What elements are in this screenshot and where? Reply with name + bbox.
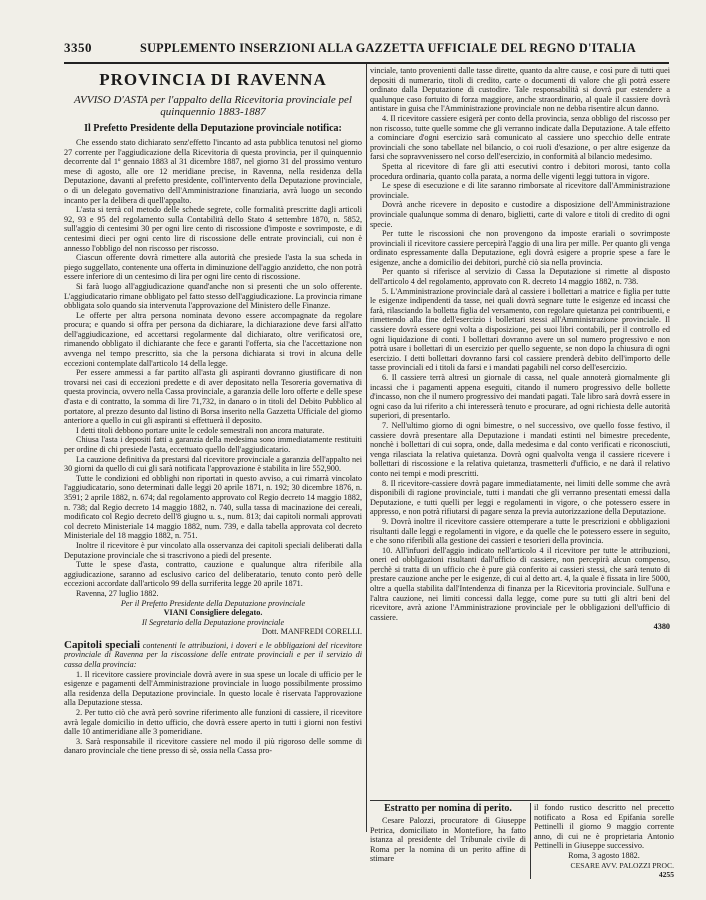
paragraph: Chiusa l'asta i depositi fatti a garanzia della medesima sono immediatamente restituiti per ordine di chi presiede l'asta, eccettuato quello dell'aggiudicatario. [64,435,362,454]
page-number: 3350 [64,40,92,55]
perito-text-cont: il fondo rustico descritto nel precetto notificato a Rosa ed Epifania sorelle Pettinelli il giorno 9 maggio corrente anno, di cui ne è proprietaria Antonio Pettinelli in Giuseppe successivo. [534,803,674,851]
paragraph: Per essere ammessi a far partito all'asta gli aspiranti dovranno giustificare di non trovarsi nei casi di eccezioni predette e di aver depositato nella Tesoreria governativa di questa provincia, ovvero nella Cassa provinciale, a garanzia delle loro offerte e delle spese d'asta e di contratto, la somma di lire 71,732, in danaro o in titoli del Debito Pubblico al portatore, al prezzo desunto dal listino di Borsa inserito nella Gazzetta Ufficiale del giorno anteriore a quello in cui gli aspiranti si effettuerà il deposito. [64,368,362,426]
paragraph: Inoltre il ricevitore è pur vincolato alla osservanza dei capitoli speciali deliberati dalla Deputazione provinciale che si trascrivono a piedi del presente. [64,540,362,560]
paragraph: Si farà luogo all'aggiudicazione quand'anche non si presenti che un solo offerente. L'aggiudicatario rimane obbligato pel fatto stesso dell'aggiudicazione. La provincia rimane obbligata solo quando sia intervenuta l'approvazione del Ministero delle Finanze. [64,281,362,311]
paragraph: Tutte le spese d'asta, contratto, cauzione e qualunque altra riferibile alla aggiudicazione, saranno ad esclusivo carico del deliberatario, tenuto conto però delle eccezioni accordate dall'articolo 99 della surriferita legge 20 aprile 1871. [64,560,362,589]
insertion-number: 4380 [653,622,670,632]
paragraph: Le spese di esecuzione e di lite saranno rimborsate al ricevitore dall'Amministrazione provinciale. [370,181,670,200]
signature-name: VIANI Consigliere delegato. [163,608,263,618]
perito-notice [370,800,674,879]
paragraph: Per quanto si riferisce al servizio di Cassa la Deputazione si rimette al disposto dell'articolo 4 del regolamento, approvato con R. decreto 14 maggio 1882, n. 738. [370,267,670,287]
signature-line: Il Segretario della Deputazione provinciale [141,617,285,627]
capitoli-intro: contenenti le attribuzioni, i doveri e le obbligazioni del ricevitore provinciale di Ravenna per la riscossione delle entrate provinciali e per il servizio di cassa della provincia: [64,640,362,670]
paragraph: 5. L'Amministrazione provinciale darà al cassiere i bollettari a matrice e figlia per tutte le esigenze indipendenti da tasse, nei quali dovrà segnare tutte le esigenze ed incassi che farà, rilasciando la bolletta figlia del versamento, con regolare quietanza pei contribuenti, e rimettendo alla fine dell'esercizio i bollettari stessi all'Amministrazione provinciale. Il cassiere dovrà essere ogni volta a disposizione, pei suoi libri contabili, per il controllo ed ogni liquidazione di conti. I bollettari dovranno avere un sol numero progressivo e non potrà usare i bollettari di un esercizio per quello seguente, se non dopo la chiusura di ogni esercizio. I detti bollettari dovranno farsi col cassiere prenderà debito dell'importo delle tasse provinciali ed i titoli da farsi e i mandati pagabili nel corso dell'esercizio. [370,286,670,373]
perito-date: Roma, 3 agosto 1882. [568,850,640,860]
page-header [64,40,664,62]
paragraph: 8. Il ricevitore-cassiere dovrà pagare immediatamente, nei limiti delle somme che avrà disponibili di ragione provinciale, tutti i mandati che gli verranno presentati emessi dalla Deputazione, e tutti quelli per leggi e regolamenti in vigore, o che potessero essere in appresso, e non potrà rifiutarsi di pagare senza la previa autorizzazione della Deputazione. [370,478,670,517]
paragraph: 4. Il ricevitore cassiere esigerà per conto della provincia, senza obbligo del riscosso per non riscosso, tutte quelle somme che gli verranno indicate dalla Deputazione. A tale effetto a cominciare d'ogni esercizio sarà comunicato al cassiere uno specchio delle entrate provinciali che sono tabellate nel bilancio, o coi ruoli d'esazione, o per altre esigenze da farsi che sopravvenissero nel corso dell'esercizio, in conformità al bilancio medesimo. [370,113,670,162]
paragraph: Le offerte per altra persona nominata devono essere accompagnate da regolare procura; e quando si offra per persona da dichiarare, la dichiarazione deve farsi all'atto dell'aggiudicazione, ed accettarsi regolarmente dal dichiarato, oltre verificatosi ore, rimanendo obbligato il dichiarante che fece e garanti l'offerta, sia che l'accettazione non avvenga nel tempo prescritto, sia che la persona dichiarata si trovi in alcuna delle eccezioni contemplate dall'articolo 14 della legge. [64,310,362,368]
paragraph: 7. Nell'ultimo giorno di ogni bimestre, o nel successivo, ove quello fosse festivo, il cassiere dovrà presentare alla Deputazione i mandati estinti nel bimestre precedente, nonchè i bollettari di cui sopra, onde, dalla medesima e dal conto verificati e riconosciuti, venga rilasciata la relativa quietanza. Dovrà ogni qualvolta venga il cassiere ricevere i bollettari di riscossione e la relativa quietanza, trasmetterli d'ufficio, e ne darà il relativo conto nei tempi e modi prescritti. [370,420,670,478]
perito-notice-right [530,803,674,879]
paragraph: 6. Il cassiere terrà altresì un giornale di cassa, nel quale annoterà giornalmente gli incassi che i pagamenti appena eseguiti, citando il numero progressivo delle bollette d'incasso, non che il numero progressivo dei mandati pagati. Tale libro sarà dovrà essere in ogni caso da lui riferito a chi interesserà tenuto e procurare, ad ogni richiesta delle autorità superiori, di presentarlo. [370,373,670,421]
paragraph: Tutte le condizioni ed obblighi non riportati in questo avviso, a cui rimarrà vincolato l'aggiudicatario, sono determinati dalle leggi 20 aprile 1871, n. 192; 30 dicembre 1876, n. 3591; 2 aprile 1882, n. 674; dal regolamento approvato col Regio decreto 14 maggio 1882, n. 738; dal Regio decreto 14 maggio 1882, n. 740, sulla tassa di macinazione dei cereali, modificato col Regio decreto dell'8 giugno u. s., num. 813; dai capitoli normali approvati col decreto Ministeriale 14 maggio 1882, num. 739, e dalla tabella approvata col decreto Ministeriale del 18 maggio 1882, n. 751. [64,473,362,541]
perito-number: 4255 [658,869,674,879]
paragraph: 9. Dovrà inoltre il ricevitore cassiere ottemperare a tutte le prescrizioni e obbligazioni risultanti dalle leggi e regolamenti in vigore, e da quelle che le potessero essere in seguito, e che sono riferibili alla gestione dei cassieri e tesorieri della provincia. [370,516,670,546]
paragraph: vinciale, tanto provenienti dalle tasse dirette, quanto da altre cause, e così pure di tutti quei depositi di numerario, titoli di credito, carte o documenti di valore che gli potrà essere ordinato dalla Deputazione di custodire. Tale responsabilità si dovrà pur estendere a qualunque caso fortuito di forza maggiore, anche straordinario, al quale il cassiere dovrà antistare in guisa che l'Amministrazione provinciale non ne debba risentire alcun danno. [370,66,670,114]
notice-date: Ravenna, 27 luglio 1882. [76,588,159,598]
capitolo-item: 3. Sarà responsabile il ricevitore cassiere nel modo il più rigoroso delle somme di danaro provinciale che tiene presso di sè, ossia nella Cassa pro- [64,736,362,756]
right-column [370,66,670,786]
paragraph: Dovrà anche ricevere in deposito e custodire a disposizione dell'Amministrazione provinciale qualunque somma di denaro, biglietti, carte di valore e titoli di credito di ogni specie. [370,200,670,229]
perito-notice-left [370,803,526,864]
capitolo-item: 2. Per tutto ciò che avrà però sovrine riferimento alle funzioni di cassiere, il ricevitore avrà legale domicilio in detto ufficio, che dovrà essere aperto in tutti i giorni non festivi dalle 10 antimeridiane alle 3 pomeridiane. [64,708,362,737]
perito-signature: CESARE AVV. PALOZZI PROC. [570,860,674,870]
paragraph: 10. All'infuori dell'aggio indicato nell'articolo 4 il ricevitore per tutte le attribuzioni, oneri ed obbligazioni risultanti dall'ufficio di cassiere, non percepirà alcun compenso, perchè si tratta di un ufficio che è pure già conferito ai cassieri stessi, che sarà tenuto di prestare cauzione anche per le esigenze, di cui al detto art. 4, la quale è fissata in lire 5000, oltre a quella stabilita dall'Intendenza di finanza per la Ricevitoria provinciale. Sull'una e l'altra cauzione, nei limiti concessi dalla legge, come pure su tutti gli altri beni del ricevitore, avrà azione l'Amministrazione provinciale per le obbligazioni dell'ufficio di cassiere. [370,545,670,622]
notice-lead: Il Prefetto Presidente della Deputazione provinciale notifica: [84,123,342,134]
signature-line: Per il Prefetto Presidente della Deputazione provinciale [120,598,306,608]
signature-name: Dott. MANFREDI CORELLI. [261,627,362,637]
notice-heading: PROVINCIA DI RAVENNA [99,70,327,89]
paragraph: I detti titoli debbono portare unite le cedole semestrali non ancora maturate. [76,425,325,435]
capitoli-section [64,638,362,756]
notice-subheading: AVVISO D'ASTA per l'appalto della Ricevitoria provinciale pel quinquennio 1883-1887 [74,94,352,118]
perito-text: Cesare Palozzi, procuratore di Giuseppe Petrica, domiciliato in Montefiore, ha fatto istanza al presidente del Tribunale civile di Roma per la nomina di un perito affine di stimare [370,816,526,864]
paragraph: Per tutte le riscossioni che non provengono da imposte erariali o sovrimposte provinciali il ricevitore cassiere percepirà l'aggio di una lira per mille. Per quanto gli venga ordinato espressamente dalla Deputazione, egli dovrà esigere a proprie spese a fare le esigenze, anche a domicilio dei debitori, purchè ciò sia nella provincia. [370,229,670,267]
paragraph: Ciascun offerente dovrà rimettere alla autorità che presiede l'asta la sua scheda in piego suggellato, contenente una offerta in diminuzione dell'aggio anzidetto, che non potrà essere inferiore di un centesimo di lira per ogni lire cento di riscossione. [64,253,362,282]
paragraph: Spetta al ricevitore di fare gli atti esecutivi contro i debitori morosi, tanto colla procedura ordinaria, quanto colla parata, a norma delle vigenti leggi tuttora in vigore. [370,161,670,181]
capitoli-title: Capitoli speciali [64,638,141,651]
capitolo-item: 1. Il ricevitore cassiere provinciale dovrà avere in sua spese un locale di ufficio per le esigenze e pagamenti dell'Amministrazione provinciale in luogo possibilmente prossimo alla residenza della Deputazione provinciale. In questo locale è riservata l'approvazione alla Deputazione stessa. [64,669,362,708]
perito-title: Estratto per nomina di perito. [384,803,512,814]
paragraph: L'asta si terrà col metodo delle schede segrete, colle formalità prescritte dagli articoli 92, 93 e 95 del regolamento sulla Contabilità dello Stato 4 settembre 1870, n. 5852, sull'aggio di centesimi 30 per ogni lire cento di riscossione d'imposte e sovrimposte, e di centesimi dieci per ogni cento lire di riscossione delle entrate provinciali, cui non è annesso l'obbligo del non riscosso per riscosso. [64,205,362,253]
paragraph: Che essendo stato dichiarato senz'effetto l'incanto ad asta pubblica tenutosi nel giorno 27 corrente per l'aggiudicazione della Ricevitoria di questa provincia, per il quinquennio decorrente dal 1º gennaio 1883 al 31 dicembre 1887, nel giorno 31 del prossimo venturo mese di agosto, alle ore 12 meridiane precise, in Ravenna, nella residenza della Deputazione, davanti al prefetto presidente, coll'intervento della Deputazione provinciale, o di un delegato governativo dell'Amministrazione finanziaria, avrà luogo un secondo incanto per la delibera di quell'appalto. [64,138,362,205]
left-column [64,66,362,836]
paragraph: La cauzione definitiva da prestarsi dal ricevitore provinciale a garanzia dell'appalto nei 30 giorni da quello di cui gli sarà notificata l'approvazione è stabilita in lire 552,900. [64,454,362,474]
publication-title: SUPPLEMENTO INSERZIONI ALLA GAZZETTA UFFICIALE DEL REGNO D'ITALIA [140,41,636,55]
column-divider [366,64,367,832]
